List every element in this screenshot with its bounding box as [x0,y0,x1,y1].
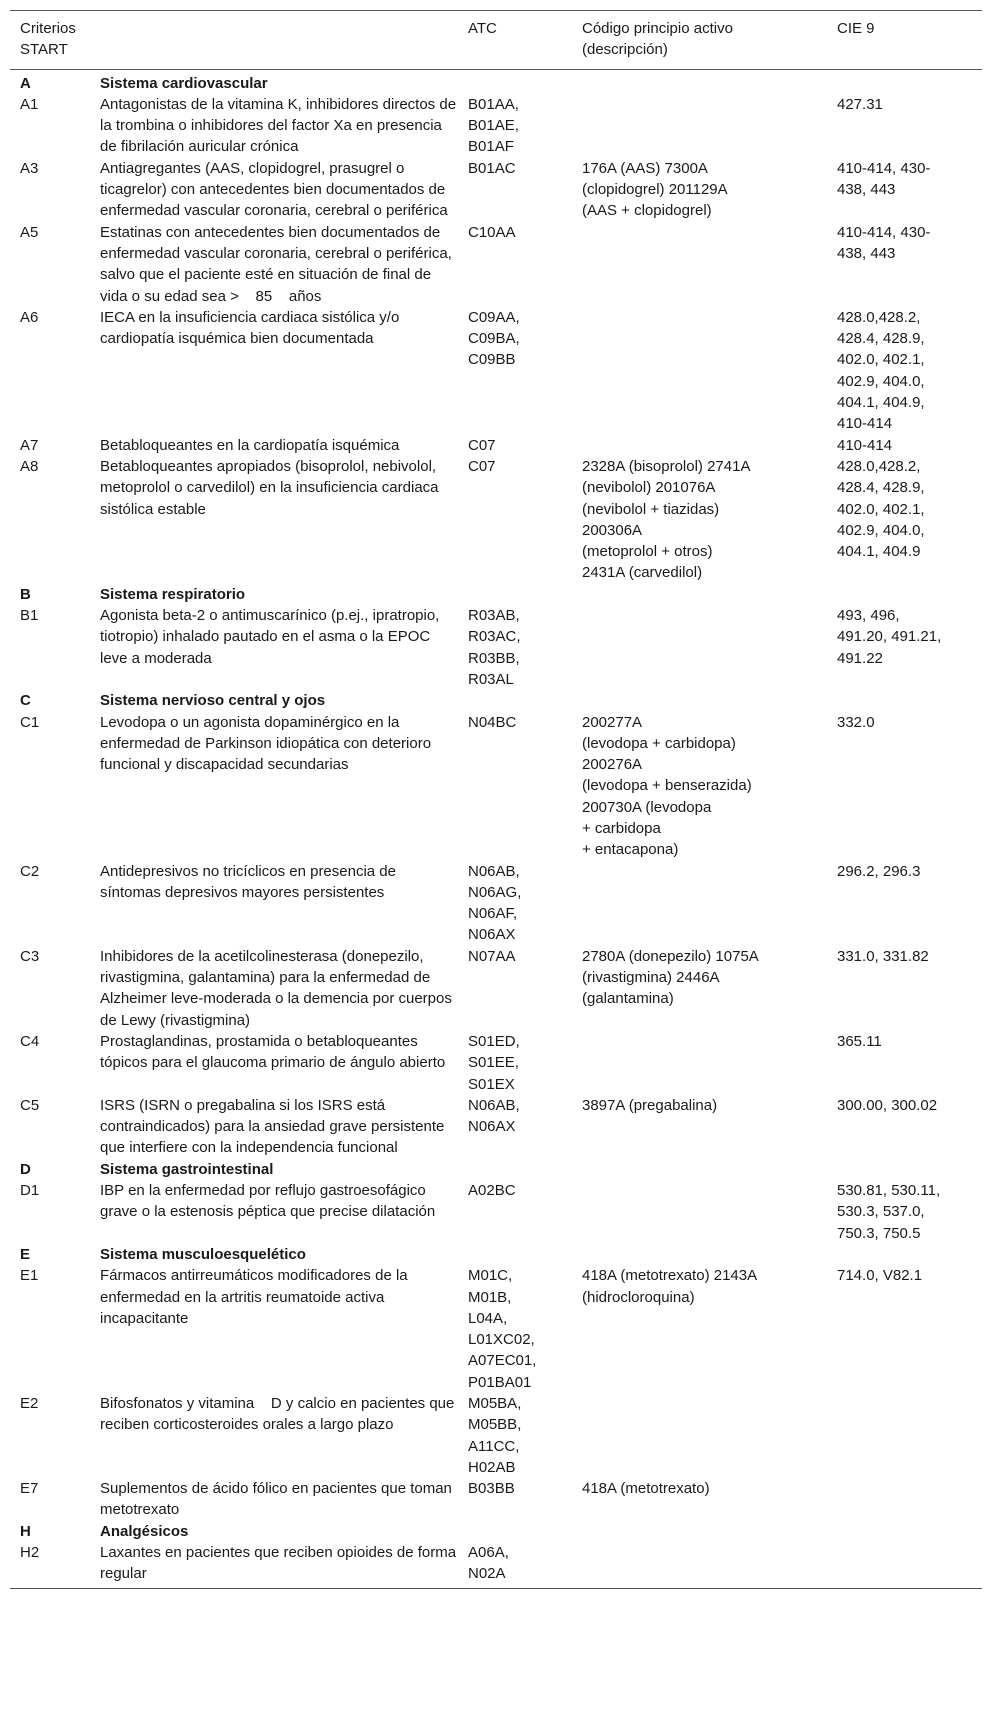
header-criterios [10,11,90,70]
codigo-line: (galantamina) [582,990,674,1008]
cie-code: 410-414, 430- [837,223,931,241]
atc-code: S01EX [468,1075,515,1093]
atc-code: S01EE, [468,1054,519,1072]
criterion-id: A7 [20,436,39,454]
codigo-line: (AAS + clopidogrel) [582,202,712,220]
cie-code: 427.31 [837,95,883,113]
start-criteria-table-container [10,10,982,1589]
table-row [10,861,982,946]
header-criterios-line1: Criterios [20,20,76,37]
section-id: H [20,1522,31,1540]
atc-code: R03BB, [468,649,520,667]
table-body [10,69,982,1588]
cie-code: 404.1, 404.9 [837,543,921,561]
cie-cell [827,712,982,861]
cie-cell [827,1265,982,1393]
codigo-cell [572,1393,827,1478]
atc-code: N06AG, [468,883,522,901]
codigo-line: 2431A (carvedilol) [582,564,703,582]
cie-code: 404.1, 404.9, [837,394,925,412]
section-id: D [20,1160,31,1178]
atc-cell [458,605,572,690]
codigo-line: + entacapona) [582,841,679,859]
criterion-description: IECA en la insuficiencia cardiaca sistólica y/o cardiopatía isquémica bien documentada [100,308,400,348]
atc-code: B01AE, [468,117,519,135]
criterion-description: Prostaglandinas, prostamida o betabloqueantes tópicos para el glaucoma primario de ángulo abierto [100,1032,446,1072]
atc-code: R03AL [468,670,514,688]
atc-code: R03AC, [468,628,521,646]
section-title: Sistema cardiovascular [100,74,268,92]
atc-cell [458,861,572,946]
cie-code: 493, 496, [837,607,900,625]
cie-code: 402.0, 402.1, [837,500,925,518]
codigo-cell [572,712,827,861]
section-row [10,1244,982,1265]
table-row [10,1478,982,1521]
cie-cell [827,1478,982,1521]
table-row [10,605,982,690]
atc-code: N06AX [468,926,516,944]
cie-cell [827,158,982,222]
criterion-description: Levodopa o un agonista dopaminérgico en la enfermedad de Parkinson idiopática con deterioro funcional y discapacidad secundarias [100,713,432,774]
section-title: Sistema respiratorio [100,585,246,603]
cie-code: 410-414 [837,436,893,454]
codigo-cell [572,1180,827,1244]
cie-cell [827,1393,982,1478]
atc-cell [458,307,572,435]
cie-code: 714.0, V82.1 [837,1267,923,1285]
header-codigo-line1: Código principio activo [582,20,733,37]
criterion-id: E1 [20,1267,39,1285]
header-cie: CIE 9 [827,11,982,70]
cie-code: 491.20, 491.21, [837,628,942,646]
atc-code: N04BC [468,713,517,731]
atc-code: P01BA01 [468,1373,532,1391]
codigo-cell [572,1542,827,1588]
criterion-description: Antiagregantes (AAS, clopidogrel, prasugrel o ticagrelor) con antecedentes bien documentados de enfermedad vascular coronaria, cerebral o periférica [100,159,448,220]
codigo-line: (nevibolol + tiazidas) [582,500,720,518]
section-title: Sistema musculoesquelético [100,1245,306,1263]
cie-cell [827,94,982,158]
atc-cell [458,946,572,1031]
atc-code: L04A, [468,1309,508,1327]
cie-cell [827,1542,982,1588]
table-row [10,1031,982,1095]
codigo-line: 418A (metotrexato) 2143A [582,1267,758,1285]
codigo-line: (hidrocloroquina) [582,1288,695,1306]
criterion-description: IBP en la enfermedad por reflujo gastroesofágico grave o la estenosis péptica que precise dilatación [100,1182,436,1221]
atc-code: N06AX [468,1118,516,1136]
atc-code: N06AF, [468,905,518,923]
atc-code: C10AA [468,223,516,241]
codigo-line: 3897A (pregabalina) [582,1096,718,1114]
section-row [10,584,982,605]
section-row [10,1159,982,1180]
criterion-description: Bifosfonatos y vitamina D y calcio en pacientes que reciben corticosteroides orales a largo plazo [100,1395,455,1434]
criterion-id: H2 [10,1542,90,1588]
criterion-id: C3 [20,947,40,965]
criterion-id: C1 [20,713,40,731]
cie-cell [827,605,982,690]
criterion-id: B1 [20,607,39,625]
criterion-id: A8 [20,457,39,475]
codigo-line: 176A (AAS) 7300A [582,159,708,177]
atc-code: C07 [468,436,496,454]
table-row [10,1095,982,1159]
codigo-line: (levodopa + benserazida) [582,777,752,795]
section-id: C [20,692,31,710]
criterion-description: Suplementos de ácido fólico en pacientes que toman metotrexato [100,1480,452,1519]
cie-code: 530.81, 530.11, [837,1182,941,1200]
codigo-cell [572,1031,827,1095]
table-row [10,435,982,456]
table-row [10,222,982,307]
criterion-description: Fármacos antirreumáticos modificadores de la enfermedad en la artritis reumatoide activa incapacitante [100,1267,408,1327]
cie-code: 750.3, 750.5 [837,1224,921,1242]
atc-code: S01ED, [468,1032,520,1050]
header-criterios-line2: START [20,41,68,59]
criterion-description: Laxantes en pacientes que reciben opioides de forma regular [90,1542,458,1588]
codigo-cell [572,605,827,690]
section-id: A [20,74,31,92]
atc-cell [458,712,572,861]
cie-code: 428.0,428.2, [837,457,921,475]
codigo-line: + carbidopa [582,819,661,837]
section-id: B [20,585,31,603]
table-header [10,11,982,70]
atc-code: C09BB [468,351,516,369]
cie-cell [827,307,982,435]
cie-code: 410-414 [837,415,893,433]
codigo-line: 200730A (levodopa [582,798,712,816]
atc-code: C09AA, [468,308,520,326]
criterion-id: A1 [20,95,39,113]
codigo-cell [572,1095,827,1159]
criterion-id: E7 [20,1480,39,1498]
atc-code: N02A [468,1565,506,1583]
cie-cell [827,1095,982,1159]
section-row [10,69,982,94]
criterion-id: A6 [20,308,39,326]
table-row [10,1265,982,1393]
section-title: Sistema nervioso central y ojos [100,692,326,710]
criterion-description: Betabloqueantes apropiados (bisoprolol, nebivolol, metoprolol o carvedilol) en la insuficiencia cardiaca sistólica estable [100,457,439,518]
cie-cell [827,435,982,456]
atc-code: N06AB, [468,862,520,880]
codigo-cell [572,1265,827,1393]
cie-code: 491.22 [837,649,883,667]
criterion-id: E2 [20,1395,39,1412]
header-codigo [572,11,827,70]
atc-cell [458,1542,572,1588]
atc-code: N07AA [468,947,516,965]
criterion-id: D1 [20,1182,40,1200]
cie-code: 410-414, 430- [837,159,931,177]
atc-code: R03AB, [468,607,520,625]
criterion-id: C4 [20,1032,40,1050]
cie-cell [827,456,982,584]
cie-code: 530.3, 537.0, [837,1203,925,1221]
codigo-cell [572,435,827,456]
codigo-line: (metoprolol + otros) [582,543,713,561]
atc-code: C09BA, [468,330,520,348]
atc-cell [458,222,572,307]
codigo-line: (nevibolol) 201076A [582,479,716,497]
codigo-line: (levodopa + carbidopa) [582,734,736,752]
atc-code: A02BC [468,1182,516,1200]
criterion-id: C2 [20,862,40,880]
atc-code: N06AB, [468,1096,520,1114]
table-row [10,1542,982,1588]
atc-code: M01C, [468,1267,513,1285]
atc-cell [458,1478,572,1521]
atc-code: B01AF [468,138,514,156]
atc-cell [458,435,572,456]
table-row [10,94,982,158]
cie-cell [827,1031,982,1095]
cie-code: 438, 443 [837,181,896,199]
codigo-line: 200276A [582,756,643,774]
header-row [10,11,982,70]
table-row [10,1393,982,1478]
atc-code: C07 [468,457,496,475]
criterion-description: ISRS (ISRN o pregabalina si los ISRS está contraindicados) para la ansiedad grave persistente que interfiere con la independencia funcional [100,1096,445,1157]
header-description [90,11,458,70]
atc-cell [458,1265,572,1393]
header-atc: ATC [458,11,572,70]
table-row [10,712,982,861]
codigo-cell [572,946,827,1031]
cie-cell [827,222,982,307]
atc-code: B01AA, [468,95,519,113]
cie-code: 332.0 [837,713,875,731]
cie-code: 300.00, 300.02 [837,1096,938,1114]
atc-cell [458,1180,572,1244]
atc-cell [458,1095,572,1159]
codigo-line: 200277A [582,713,643,731]
codigo-cell [572,861,827,946]
criterion-description: Antagonistas de la vitamina K, inhibidores directos de la trombina o inhibidores del factor Xa en presencia de fibrilación auricular crónica [100,95,457,156]
start-criteria-table [10,10,982,1589]
criterion-description: Estatinas con antecedentes bien documentados de enfermedad vascular coronaria, cerebral o periférica, salvo que el paciente esté en situación de final de vida o su edad sea > 85 años [100,223,452,305]
criterion-id: C5 [20,1096,40,1114]
codigo-line: 2328A (bisoprolol) 2741A [582,457,751,475]
atc-code: A11CC, [468,1437,520,1455]
codigo-line: 2780A (donepezilo) 1075A [582,947,759,965]
atc-code: B01AC [468,159,516,177]
atc-cell [458,456,572,584]
cie-cell [827,946,982,1031]
codigo-cell [572,307,827,435]
atc-code: M05BA, [468,1395,522,1412]
cie-code: 402.0, 402.1, [837,351,925,369]
codigo-line: (rivastigmina) 2446A [582,969,720,987]
atc-code: A06A, [468,1544,509,1562]
table-row [10,158,982,222]
table-row [10,307,982,435]
header-codigo-line2: (descripción) [582,41,668,59]
section-id: E [20,1245,31,1263]
atc-code: L01XC02, [468,1331,535,1349]
section-title: Analgésicos [100,1522,189,1540]
codigo-cell [572,1478,827,1521]
atc-code: H02AB [468,1458,516,1476]
codigo-line: (clopidogrel) 201129A [582,181,728,199]
cie-code: 365.11 [837,1032,882,1050]
cie-cell [827,1180,982,1244]
cie-code: 402.9, 404.0, [837,372,925,390]
atc-cell [458,158,572,222]
codigo-line: 418A (metotrexato) [582,1480,710,1498]
atc-code: A07EC01, [468,1352,537,1370]
section-row [10,1521,982,1542]
atc-code: B03BB [468,1480,515,1498]
criterion-description: Betabloqueantes en la cardiopatía isquémica [100,436,400,454]
atc-cell [458,94,572,158]
codigo-cell [572,456,827,584]
cie-code: 438, 443 [837,244,896,262]
table-row [10,1180,982,1244]
codigo-cell [572,158,827,222]
cie-code: 402.9, 404.0, [837,521,925,539]
section-row [10,690,982,711]
cie-cell [827,861,982,946]
atc-code: M01B, [468,1288,512,1306]
atc-cell [458,1393,572,1478]
criterion-description: Agonista beta-2 o antimuscarínico (p.ej., ipratropio, tiotropio) inhalado pautado en el asma o la EPOC leve a moderada [100,607,440,667]
table-row [10,946,982,1031]
atc-code: M05BB, [468,1416,522,1434]
criterion-id: A3 [20,159,39,177]
codigo-line: 200306A [582,521,643,539]
cie-code: 331.0, 331.82 [837,947,929,965]
atc-cell [458,1031,572,1095]
cie-code: 428.4, 428.9, [837,330,925,348]
table-row [10,456,982,584]
criterion-description: Antidepresivos no tricíclicos en presencia de síntomas depresivos mayores persistentes [100,862,396,901]
section-title: Sistema gastrointestinal [100,1160,274,1178]
criterion-description: Inhibidores de la acetilcolinesterasa (donepezilo, rivastigmina, galantamina) para la enfermedad de Alzheimer leve-moderada o la demencia por cuerpos de Lewy (rivastigmina) [100,947,452,1029]
cie-code: 428.4, 428.9, [837,479,925,497]
codigo-cell [572,222,827,307]
criterion-id: A5 [20,223,39,241]
cie-code: 428.0,428.2, [837,308,921,326]
codigo-cell [572,94,827,158]
cie-code: 296.2, 296.3 [837,862,921,880]
